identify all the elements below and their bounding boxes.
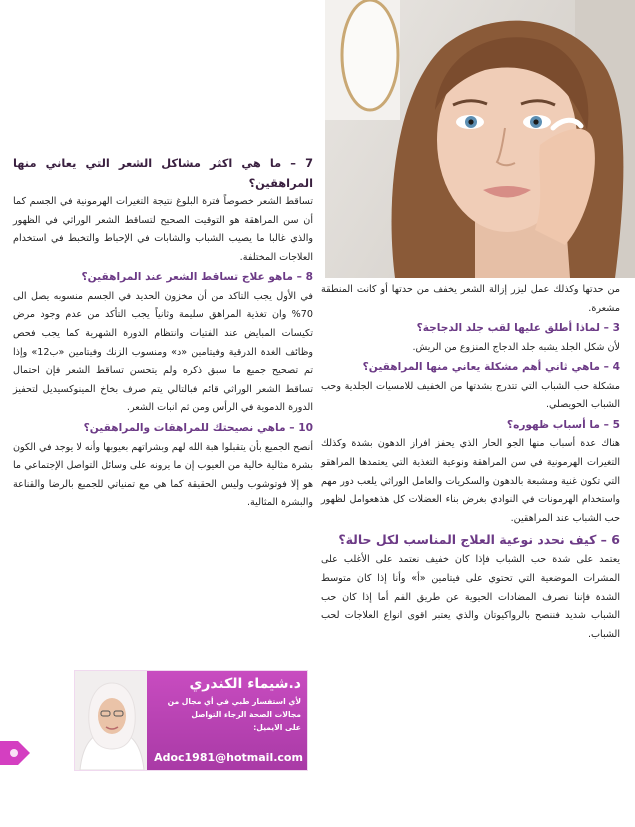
right-column (321, 281, 620, 644)
author-email[interactable]: Adoc1981@hotmail.com (154, 751, 303, 764)
author-photo (75, 671, 149, 770)
author-box (75, 671, 307, 770)
answer-5: هناك عدة أسباب منها الجو الحار الذي يحفز افراز الدهون بشدة وكذلك التغيرات الهرمونية في سن المراهقة ونوعية التغذية التي يعتمدها المراهقو التي تكون غنية ومشبعة بالدهون والسكريات والعامل الوراثي يلعب دور مهم واستخدام الهرمونات في النوادي بغرض بناء العضلات كل هذهعوامل لظهور حب الشباب عند المراهقين. (321, 438, 620, 524)
left-column (13, 153, 313, 513)
answer-3: لأن شكل الجلد يشبه جلد الدجاج المنزوع من الريش. (412, 341, 620, 353)
woman-portrait-illustration (325, 0, 635, 278)
answer-8: في الأول يجب التاكد من أن مخزون الحديد في الجسم منسوبه يصل الى 70% وان تغذية المراهق سليمة وثانياً يجب التأكد من عدم وجود مرض تكيسات المبايض عند الفتيات وانتظام الدورة الشهرية كما يجب فحص وظائف الغدة الدرقية وفيتامين «د» ومنسوب الزنك وفيتامين «ب12» وإذا تم تصحيح جميع ما سبق ذكره ولم يتحسن تساقط الشعر فإن احتمال تساقط الشعر الوراثي قائم فبالتالي يتم صرف بخاخ المينوكسيديل لتحفيز الدورة الدموية في الرأس ومن ثم انبات الشعر. (13, 290, 313, 414)
author-line-2: مجالات الصحة الرجاء التواصل (191, 710, 301, 719)
answer-4: مشكلة حب الشباب التي تتدرج بشدتها من الخفيف للامسيات الجلدية وحب الشباب الحويصلي. (321, 380, 620, 411)
question-8: 8 – ماهو علاج تساقط الشعر عند المراهقين؟ (81, 271, 313, 284)
answer-6: يعتمد على شدة حب الشباب فإذا كان خفيف نعتمد على الأغلب على المشرات الموضعية التي تحتوي على فيتامين «أ» وأنا إذا كان متوسط الشدة فإننا نصرف المضادات الحيوية عن طريق الفم أما إذا كان حب الشباب شديد فننصح بالرواكيوتان والذي يعتبر اقوى انواع العلاجات لحب الشباب. (321, 554, 620, 640)
question-5: 5 – ما أسباب ظهوره؟ (506, 418, 620, 431)
question-10: 10 – ماهي نصيحتك للمراهقات والمراهقين؟ (83, 422, 313, 435)
author-line-1: لأي استفسار طبي في أي مجال من (167, 697, 301, 706)
page-tab-icon (0, 737, 32, 769)
question-7: 7 – ما هي اكثر مشاكل الشعر التي يعاني منها المراهقين؟ (13, 156, 313, 190)
question-3: 3 – لماذا أطلق عليها لقب جلد الدجاجة؟ (416, 322, 620, 335)
answer-10: أنصح الجميع بأن يتقبلوا هبة الله لهم وبشراتهم بعيوبها وأنه لا يوجد في الكون بشرة مثالية خالية من العيوب إن ما يرونه على وسائل التواصل الإجتماعي ما هو إلا فوتوشوب وليس الحقيقة كما هي مع تمنياتي للجميع بالرضا والقناعة والبشرة المثالية. (13, 441, 313, 509)
woman-skincare-photo (325, 0, 635, 278)
question-6: 6 – كيف نحدد نوعية العلاج المناسب لكل حالة؟ (338, 532, 620, 548)
author-name: د.شيماء الكندري (189, 676, 301, 692)
intro-paragraph: من حدتها وكذلك عمل ليزر إزالة الشعر يخفف من حدتها أو كانت المنطقة مشعرة. (321, 284, 620, 314)
author-text (151, 673, 301, 734)
answer-7: تساقط الشعر خصوصاً فترة البلوغ نتيجة التغيرات الهرمونية في الجسم كما أن سن المراهقة هو التوقيت الصحيح لتساقط الشعر الوراثي في الظهور والذي غالبا ما يصيب الشباب والشابات في الإحباط والتخبط في استخدام العلاجات المختلفة. (13, 196, 313, 263)
author-line-3: على الايميل: (253, 723, 301, 732)
question-4: 4 – ماهي ثاني أهم مشكلة يعاني منها المراهقين؟ (362, 361, 620, 374)
author-portrait-illustration (75, 671, 149, 770)
